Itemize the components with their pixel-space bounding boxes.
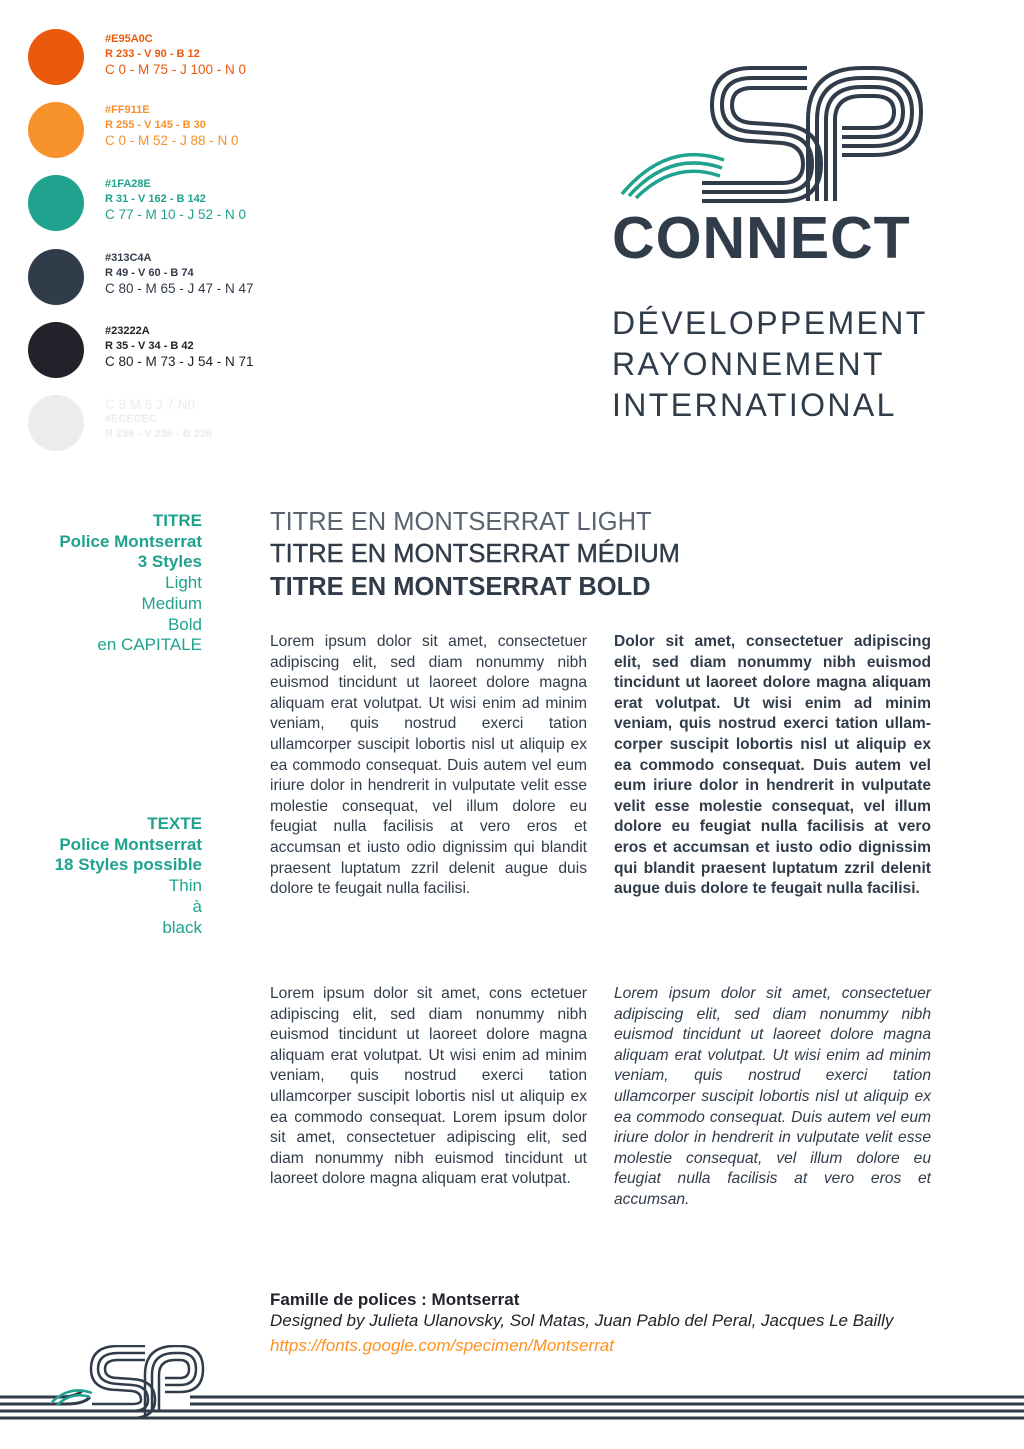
body-bold-paragraph: Dolor sit amet, consectetuer adipiscing elit, sed diam nonummy nibh euismod tincidunt ut laoreet dolore magna aliquam erat volutpat. Ut wisi enim ad minim veniam, quis nostrud exerci tation ullamcorper suscipit lobortis nisl ut aliquip ex ea commodo consequat. Duis autem vel eum iriure dolor in hendrerit in vulputate velit esse molestie consequat, vel illum dolore eu feugiat nulla facilisis at vero eros et accumsan et iusto odio dignissim qui blandit praesent luptatum zzril delenit augue duis dolore te feugait nulla facilisi. (614, 633, 931, 898)
label-item: à (192, 896, 202, 916)
sp-monogram-icon (612, 60, 932, 210)
tagline-line-1: DÉVELOPPEMENT (612, 305, 928, 341)
swatch-teal (28, 175, 84, 231)
swatch-rvb: R 236 - V 236 - B 236 (105, 428, 213, 441)
swatch-rvb: R 255 - V 145 - B 30 (105, 119, 206, 132)
font-designers: Designed by Julieta Ulanovsky, Sol Matas, Juan Pablo del Peral, Jacques Le Bailly (270, 1311, 894, 1330)
label-styles: 3 Styles (137, 552, 202, 572)
swatch-hex: #313C4A (105, 252, 152, 264)
swatch-light-grey-info (105, 396, 212, 442)
swatch-hex: #23222A (105, 325, 150, 337)
swatch-light-orange-info (105, 104, 239, 150)
swatch-dark (28, 322, 84, 378)
swatch-light-grey (28, 395, 84, 451)
label-item: Medium (141, 593, 202, 613)
label-heading: TEXTE (147, 814, 202, 833)
sp-footer-line-icon (0, 1345, 1024, 1425)
label-item: en CAPITALE (97, 635, 202, 655)
label-item: Bold (167, 614, 202, 634)
title-medium-sample: TITRE EN MONTSERRAT MÉDIUM (270, 540, 680, 568)
swatch-hex: #1FA28E (105, 178, 151, 190)
label-styles: 18 Styles possible (54, 855, 202, 875)
title-light-sample: TITRE EN MONTSERRAT LIGHT (270, 508, 652, 536)
label-item: black (162, 917, 202, 937)
label-item: Light (165, 573, 202, 593)
swatch-rvb: R 233 - V 90 - B 12 (105, 48, 200, 61)
swatch-light-orange (28, 102, 84, 158)
logo-name: CONNECT (612, 205, 911, 271)
font-specimen-link[interactable]: https://fonts.google.com/specimen/Montserrat (270, 1336, 614, 1355)
swatch-orange-info (105, 33, 246, 79)
swatch-cmjn: C 9 M 6 J 7 N0 (105, 397, 196, 412)
swatch-dark-info (105, 325, 254, 371)
label-heading: TITRE (152, 511, 202, 530)
label-font: Police Montserrat (59, 531, 202, 551)
swatch-cmjn: C 80 - M 65 - J 47 - N 47 (105, 281, 254, 297)
swatch-rvb: R 35 - V 34 - B 42 (105, 340, 194, 353)
tagline-line-2: RAYONNEMENT (612, 346, 885, 382)
swatch-rvb: R 49 - V 60 - B 74 (105, 267, 194, 280)
swatch-rvb: R 31 - V 162 - B 142 (105, 193, 206, 206)
body-italic-paragraph: Lorem ipsum dolor sit amet, consectetuer adipiscing elit, sed diam nonummy nibh euismod tincidunt ut laoreet dolore magna aliquam erat volutpat. Ut wisi enim ad minim veniam, quis nostrud exerci tation ullamcorper suscipit lobortis nisl ut aliquip ex ea commodo consequat. Duis autem vel eum iriure dolor in hendrerit in vulputate velit esse molestie consequat, vel illum dolore eu feugiat nulla facilisis at vero eros et accumsan. (614, 985, 931, 1208)
swatch-navy (28, 249, 84, 305)
label-titre (2, 511, 202, 656)
label-item: Thin (168, 876, 202, 896)
body-regular-paragraph-2: Lorem ipsum dolor sit amet, cons ectetuer adipiscing elit, sed diam nonummy nibh euismod tincidunt ut laoreet dolore magna aliquam erat volutpat. Ut wisi enim ad minim veniam, quis nostrud exerci tation ullamcorper suscipit lobortis nisl ut aliquip ex ea commodo consequat. Lorem ipsum dolor sit amet, consectetuer adipiscing elit, sed diam nonummy nibh euismod tincidunt ut laoreet dolore magna aliquam erat volutpat. (270, 985, 587, 1188)
swatch-navy-info (105, 252, 254, 298)
title-bold-sample: TITRE EN MONTSERRAT BOLD (270, 573, 651, 601)
swatch-hex: #E95A0C (105, 33, 153, 45)
tagline-line-3: INTERNATIONAL (612, 387, 897, 423)
swatch-hex: #FF911E (105, 104, 150, 116)
swatch-teal-info (105, 178, 246, 224)
label-font: Police Montserrat (59, 834, 202, 854)
swatch-orange (28, 29, 84, 85)
swatch-cmjn: C 0 - M 75 - J 100 - N 0 (105, 62, 247, 78)
swatch-cmjn: C 77 - M 10 - J 52 - N 0 (105, 207, 247, 223)
label-texte (2, 814, 202, 938)
body-regular-paragraph-1: Lorem ipsum dolor sit amet, consectetuer adipiscing elit, sed diam nonummy nibh euismod tincidunt ut laoreet dolore magna aliquam erat volutpat. Ut wisi enim ad minim veniam, quis nostrud exerci tation ullamcorper suscipit lobortis nisl ut aliquip ex ea commodo consequat. Duis autem vel eum iriure dolor in hendrerit in vulputate velit esse molestie consequat, vel illum dolore eu feugiat nulla facilisis at vero eros et accumsan et iusto odio dignissim qui blandit praesent luptatum zzril delenit augue duis dolore te feugait nulla facilisi. (270, 633, 587, 898)
swatch-cmjn: C 80 - M 73 - J 54 - N 71 (105, 354, 254, 370)
swatch-hex: #ECECEC (105, 413, 157, 426)
swatch-cmjn: C 0 - M 52 - J 88 - N 0 (105, 133, 239, 149)
font-family-label: Famille de polices : Montserrat (270, 1290, 520, 1309)
